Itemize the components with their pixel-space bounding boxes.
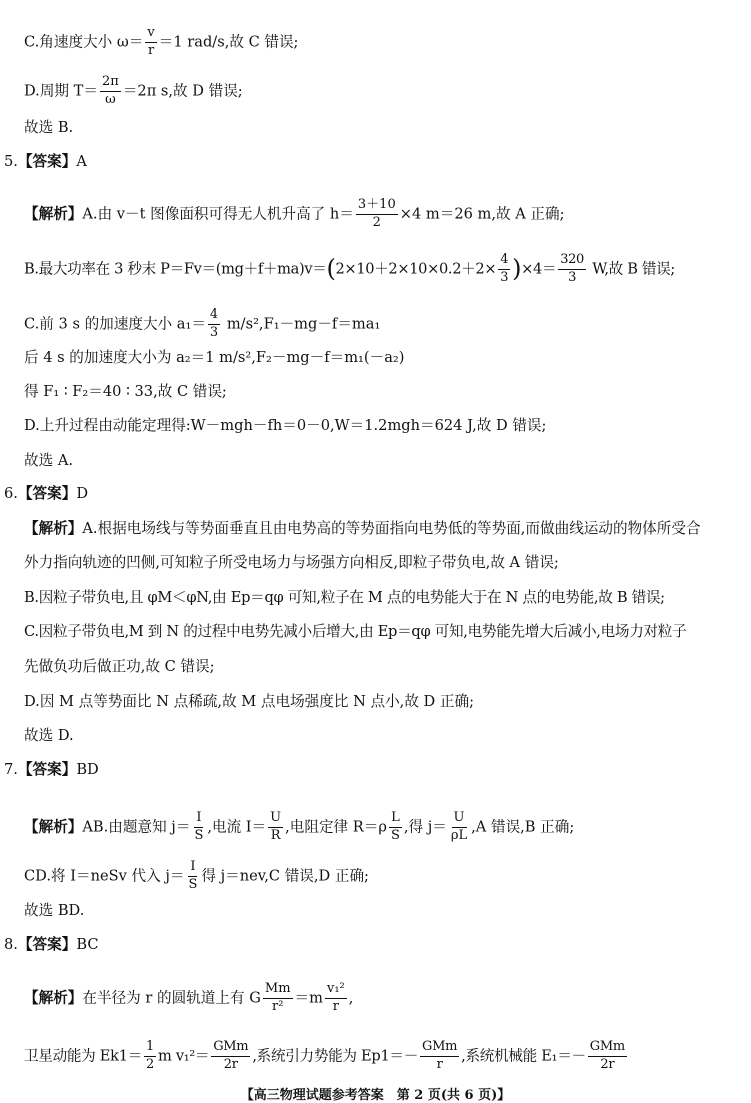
q4-conclusion: 故选 B.: [24, 119, 74, 136]
q7-analysis-ab: 【解析】AB.由题意知 j＝ $\frac{I}{S}$ ,电流 I＝ $\frac{U}{R}$ ,电阻定律 R＝ρ $\frac{L}{S}$ ,得 j＝ $\frac{U}{\rho L}$ ,A 错误,B 正确;: [24, 810, 575, 843]
fraction: $\frac{1}{2}$: [145, 1039, 154, 1072]
q5-analysis-c1: C.前 3 s 的加速度大小 a₁＝ $\frac{4}{3}$ m/s²,F₁－mg－f＝ma₁: [24, 307, 381, 340]
q7-analysis-cd: CD.将 I＝neSv 代入 j＝ $\frac{I}{S}$ 得 j＝nev,C 错误,D 正确;: [24, 859, 369, 892]
fraction: $\frac{v}{r}$: [147, 25, 155, 58]
fraction: $\frac{I}{S}$: [194, 810, 204, 843]
page-footer: 【高三物理试题参考答案 第 2 页(共 6 页)】: [240, 1088, 511, 1103]
q4-line-d: D.周期 T＝ $\frac{2\pi}{\omega}$ ＝2π s,故 D 错误;: [24, 74, 243, 107]
q8-heading: 8.【答案】BC: [4, 936, 99, 953]
fraction: $\frac{Mm}{\text{r²}}$: [264, 981, 291, 1014]
q5-analysis-c3: 得 F₁ ∶ F₂＝40 ∶ 33,故 C 错误;: [24, 383, 227, 400]
q8-analysis-a: 【解析】在半径为 r 的圆轨道上有 G $\frac{Mm}{\text{r²}}$ ＝m $\frac{\text{v₁²}}{r}$ ,: [24, 981, 354, 1014]
fraction: $\frac{\text{v₁²}}{r}$: [326, 981, 345, 1014]
q5-analysis-a: 【解析】A.由 v－t 图像面积可得无人机升高了 h＝ $\frac{3+10}{2}$ ×4 m＝26 m,故 A 正确;: [24, 197, 565, 230]
q5-analysis-b: B.最大功率在 3 秒末 P＝Fv＝(mg＋f＋ma)v＝(2×10＋2×10×0.2＋2× $\frac{4}{3}$ )×4＝ $\frac{320}{3}$ W,故 B 错误;: [24, 252, 675, 285]
q8-analysis-b: 卫星动能为 Ek1＝ $\frac{1}{2}$ m v₁²＝ $\frac{\text{GMm}}{2r}$ ,系统引力势能为 Ep1＝－ $\frac{\text{GMm}}{r}$ ,系统机械能 E₁＝－ $\frac{\text{GMm}}{2r}$: [24, 1039, 625, 1072]
q5-analysis-c2: 后 4 s 的加速度大小为 a₂＝1 m/s²,F₂－mg－f＝m₁(－a₂): [24, 349, 405, 366]
fraction: $\frac{4}{3}$: [209, 307, 219, 340]
q7-heading: 7.【答案】BD: [4, 761, 99, 778]
q4-line-c: C.角速度大小 ω＝ $\frac{v}{r}$ ＝1 rad/s,故 C 错误;: [24, 25, 299, 58]
fraction: $\frac{I}{S}$: [188, 859, 198, 892]
q6-heading: 6.【答案】D: [4, 485, 89, 502]
q7-conclusion: 故选 BD.: [24, 902, 85, 919]
fraction: $\frac{320}{3}$: [560, 252, 584, 285]
fraction: $\frac{\text{GMm}}{2r}$: [213, 1039, 249, 1072]
q6-conclusion: 故选 D.: [24, 727, 74, 744]
fraction: $\frac{4}{3}$: [500, 252, 509, 285]
fraction: $\frac{3+10}{2}$: [357, 197, 396, 230]
q6-analysis-d: D.因 M 点等势面比 N 点稀疏,故 M 点电场强度比 N 点小,故 D 正确;: [24, 693, 474, 710]
q5-conclusion: 故选 A.: [24, 452, 74, 469]
q6-analysis-c1: C.因粒子带负电,M 到 N 的过程中电势先减小后增大,由 Ep＝qφ 可知,电势能先增大后减小,电场力对粒子: [24, 623, 687, 640]
q6-analysis-b: B.因粒子带负电,且 φM＜φN,由 Ep＝qφ 可知,粒子在 M 点的电势能大于在 N 点的电势能,故 B 错误;: [24, 589, 665, 606]
q6-analysis-c2: 先做负功后做正功,故 C 错误;: [24, 658, 215, 675]
fraction: $\frac{U}{R}$: [270, 810, 282, 843]
q5-heading: 5.【答案】A: [4, 153, 87, 170]
fraction: $\frac{\text{GMm}}{r}$: [422, 1039, 458, 1072]
fraction: $\frac{2\pi}{\omega}$: [101, 74, 119, 107]
q6-analysis-a1: 【解析】A.根据电场线与等势面垂直且由电势高的等势面指向电势低的等势面,而做曲线运动的物体所受合: [24, 520, 701, 537]
q5-analysis-d: D.上升过程由动能定理得:W－mgh－fh＝0－0,W＝1.2mgh＝624 J,故 D 错误;: [24, 417, 547, 434]
q6-analysis-a2: 外力指向轨迹的凹侧,可知粒子所受电场力与场强方向相反,即粒子带负电,故 A 错误;: [24, 554, 559, 571]
fraction: $\frac{L}{S}$: [390, 810, 400, 843]
fraction: $\frac{\text{GMm}}{2r}$: [589, 1039, 625, 1072]
fraction: $\frac{U}{\rho L}$: [450, 810, 468, 843]
